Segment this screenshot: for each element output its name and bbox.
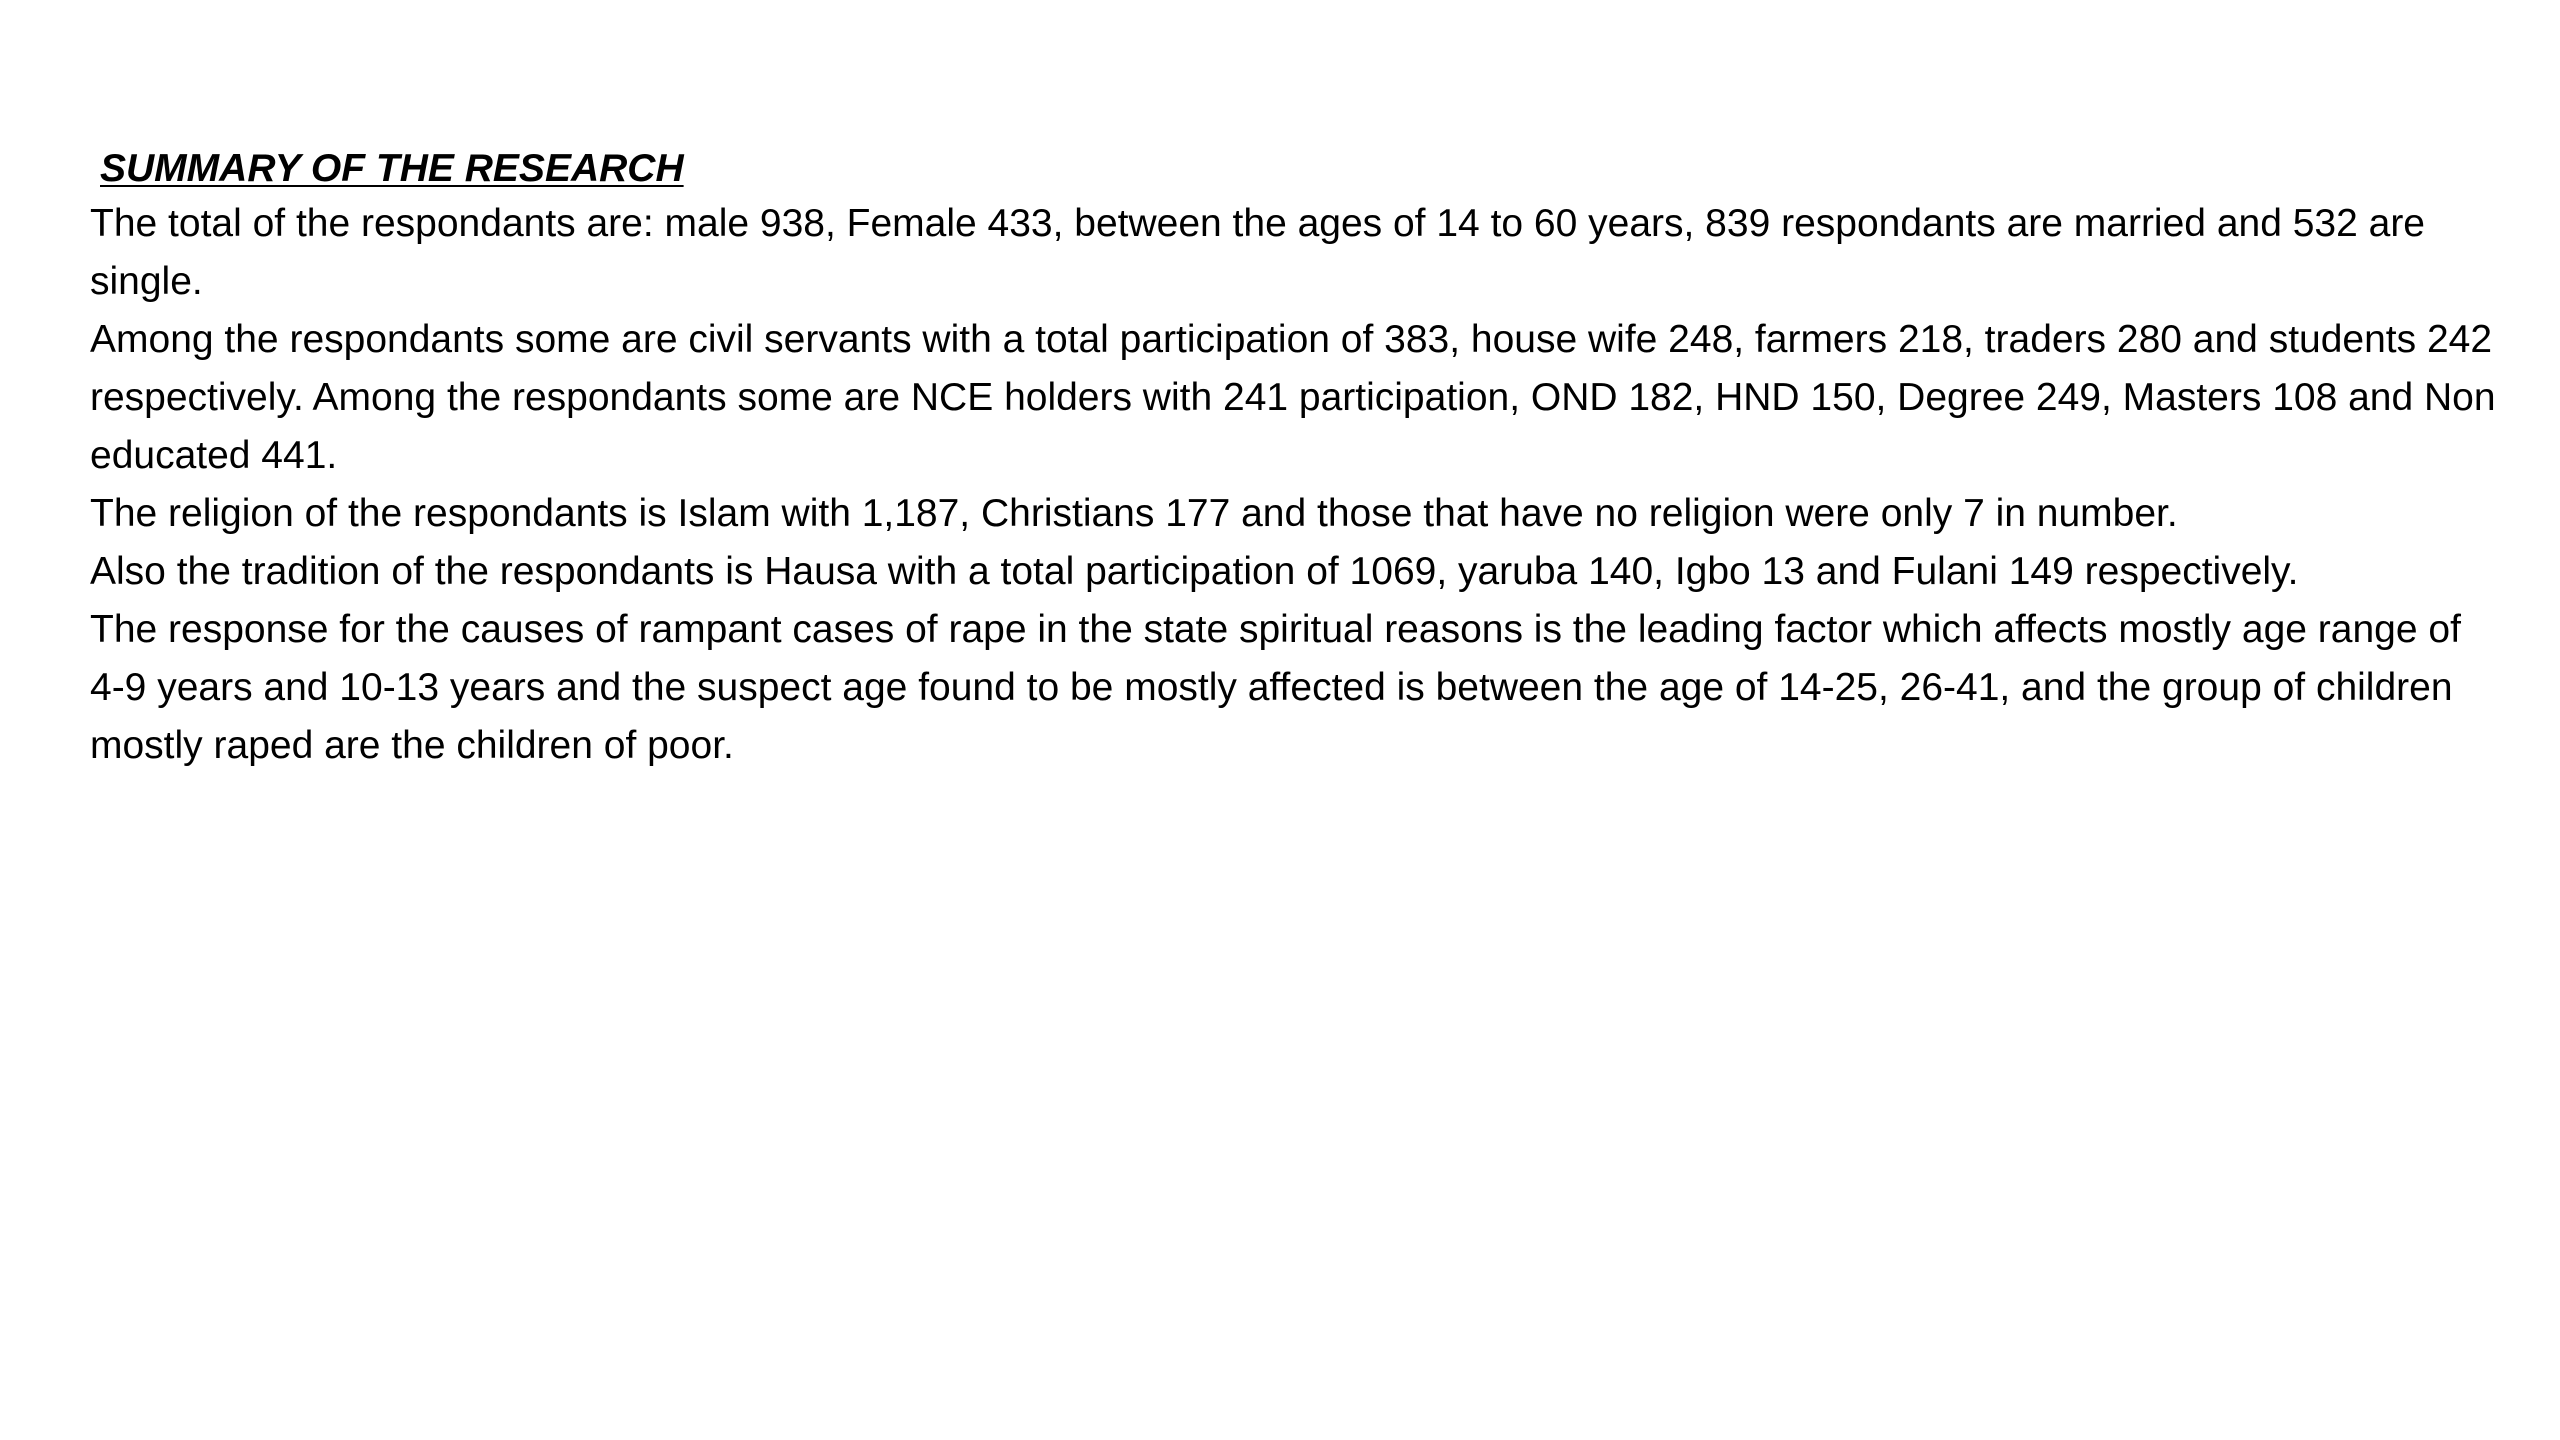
paragraph-religion: The religion of the respondants is Islam with 1,187, Christians 177 and those that have no religion were only 7 in number.: [90, 492, 2178, 535]
summary-text-block: [90, 143, 2505, 775]
paragraph-causes-findings: The response for the causes of rampant cases of rape in the state spiritual reasons is the leading factor which affects mostly age range of 4-9 years and 10-13 years and the suspect age found to be mostly affected is between the age of 14-25, 26-41, and the group of children mostly raped are the children of poor.: [90, 608, 2461, 767]
paragraph-tradition: Also the tradition of the respondants is Hausa with a total participation of 1069, yaruba 140, Igbo 13 and Fulani 149 respectively.: [90, 550, 2299, 593]
paragraph-occupation-education: Among the respondants some are civil servants with a total participation of 383, house wife 248, farmers 218, traders 280 and students 242 respectively. Among the respondants some are NCE holders with 241 participation, OND 182, HND 150, Degree 249, Masters 108 and Non educated 441.: [90, 318, 2496, 477]
paragraph-respondent-demographics: The total of the respondants are: male 938, Female 433, between the ages of 14 to 60 years, 839 respondants are married and 532 are single.: [90, 202, 2425, 303]
summary-title: SUMMARY OF THE RESEARCH: [100, 147, 684, 190]
